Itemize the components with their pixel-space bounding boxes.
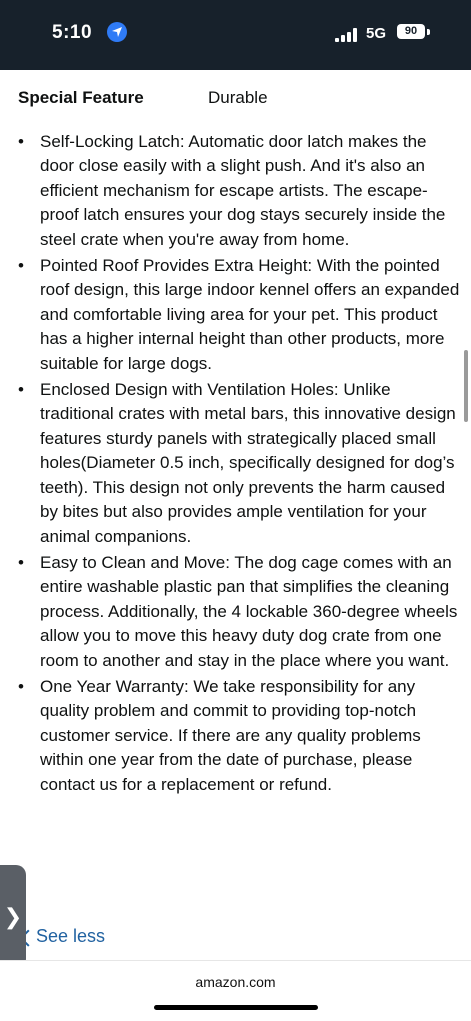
list-item-text: Self-Locking Latch: Automatic door latch makes the door close easily with a slight push. And it's also an efficient mechanism for escape artists. The escape-proof latch ensures your dog stays securely inside the steel crate when you're away from home. xyxy=(40,132,446,249)
network-type-label: 5G xyxy=(366,25,387,42)
location-arrow-icon xyxy=(107,22,127,42)
home-indicator[interactable] xyxy=(154,1005,318,1010)
list-item xyxy=(18,675,460,797)
bullet-dot: • xyxy=(18,552,24,572)
special-feature-value: Durable xyxy=(208,88,268,107)
side-panel-tab[interactable] xyxy=(0,865,26,969)
bullet-dot: • xyxy=(18,380,24,400)
see-less-link[interactable] xyxy=(20,926,105,947)
list-item xyxy=(18,254,460,376)
list-item xyxy=(18,378,460,549)
status-time: 5:10 xyxy=(52,22,93,43)
special-feature-label: Special Feature xyxy=(18,88,144,107)
list-item xyxy=(18,551,460,673)
bullet-dot: • xyxy=(18,256,24,276)
cellular-signal-icon xyxy=(335,28,359,42)
list-item-text: Easy to Clean and Move: The dog cage comes with an entire washable plastic pan that simplifies the cleaning process. Additionally, the 4 lockable 360-degree wheels allow you to move this heavy duty dog crate from one room to another and stay in the place where you want. xyxy=(40,552,458,670)
url-label[interactable]: amazon.com xyxy=(195,974,276,990)
about-item-list xyxy=(18,130,460,799)
list-item-text: Pointed Roof Provides Extra Height: With the pointed roof design, this large indoor kennel offers an expanded and comfortable living area for your pet. This product has a higher internal height than other products, more suitable for large dogs. xyxy=(40,256,460,373)
list-item-text: One Year Warranty: We take responsibility for any quality problem and commit to providing top-notch customer service. If there are any quality problems within one year from the date of purchase, please contact us for a replacement or refund. xyxy=(40,676,421,794)
status-bar xyxy=(0,0,471,70)
list-item-text: Enclosed Design with Ventilation Holes: Unlike traditional crates with metal bars, this innovative design features sturdy panels with strategically placed small holes(Diameter 0.5 inch, specifically designed for dog’s teeth). This design not only prevents the harm caused by bites but also provides ample ventilation for your animal companions. xyxy=(40,380,456,546)
product-details-content xyxy=(0,70,471,960)
bullet-dot: • xyxy=(18,676,24,696)
chevron-right-icon: ❯ xyxy=(3,904,23,929)
see-less-label: See less xyxy=(36,926,106,946)
browser-bottom-bar xyxy=(0,960,471,1021)
battery-icon: 90 xyxy=(397,24,425,39)
list-item xyxy=(18,130,460,252)
bullet-dot: • xyxy=(18,132,24,151)
battery-tip xyxy=(427,29,430,35)
scrollbar-thumb[interactable] xyxy=(464,350,468,422)
